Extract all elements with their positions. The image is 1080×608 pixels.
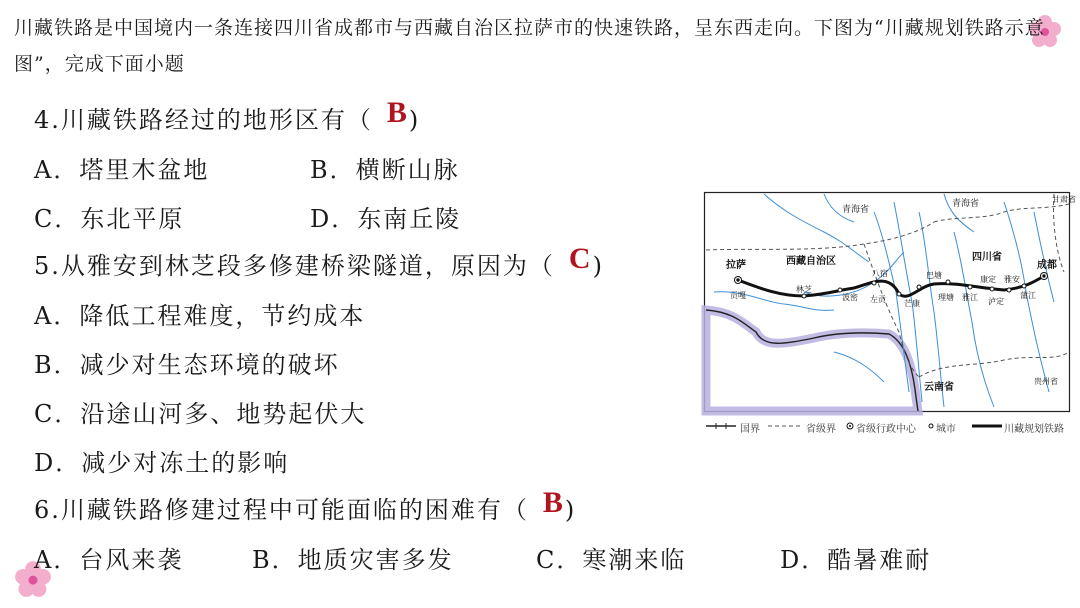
legend-railway: 川藏规划铁路 [1004, 424, 1064, 435]
label-yaan: 雅安 [1004, 275, 1020, 284]
label-litang: 理塘 [938, 293, 954, 302]
question-5-close: ) [592, 252, 604, 280]
legend-national-border: 国界 [740, 424, 760, 435]
label-gongga: 贡嘎 [730, 291, 746, 300]
label-basu: 八宿 [872, 269, 888, 278]
label-kangding: 康定 [980, 275, 996, 284]
sichuan-tibet-railway-map [704, 192, 1076, 412]
option-d: D．酷暑难耐 [780, 546, 932, 574]
label-xizang: 西藏自治区 [786, 256, 836, 267]
question-6-options [34, 540, 931, 575]
label-nyingchi: 林芝 [796, 285, 812, 294]
legend-provincial-capital-icon [846, 422, 854, 430]
label-sichuan: 四川省 [972, 252, 1002, 263]
question-4-options-row-2 [34, 199, 461, 234]
question-4-answer: B [386, 96, 407, 129]
label-pujiang: 蒲江 [1020, 291, 1036, 300]
question-4-stem: 4.川藏铁路经过的地形区有（ [34, 106, 373, 134]
label-chengdu: 成都 [1037, 260, 1057, 271]
legend-province-border: 省级界 [806, 424, 836, 435]
question-5-stem: 5.从雅安到林芝段多修建桥梁隧道，原因为（ [34, 252, 555, 280]
question-6 [34, 486, 577, 526]
option-b: B．减少对生态环境的破坏 [34, 351, 340, 379]
label-yajiang: 雅江 [962, 293, 978, 302]
label-qinghai-1: 青海省 [842, 205, 870, 215]
question-6-answer: B [542, 486, 563, 519]
question-5-answer: C [568, 242, 591, 275]
option-c: C．寒潮来临 [536, 546, 687, 574]
label-qinghai-2: 青海省 [952, 199, 980, 209]
legend-province-border-icon [768, 422, 802, 430]
label-gansu: 甘肃省 [1052, 195, 1076, 204]
legend-city-icon [928, 423, 934, 429]
option-a: A．台风来袭 [34, 546, 184, 574]
question-4-close: ) [408, 106, 421, 134]
question-5 [34, 242, 604, 282]
map-legend [706, 418, 1076, 436]
option-d: D．减少对冻土的影响 [34, 449, 290, 477]
option-a: A．降低工程难度，节约成本 [34, 302, 366, 330]
question-6-stem: 6.川藏铁路修建过程中可能面临的困难有（ [34, 496, 529, 524]
label-zogang: 左贡 [870, 295, 886, 304]
legend-city: 城市 [936, 424, 956, 435]
label-guizhou: 贵州省 [1034, 377, 1058, 386]
option-b: B．横断山脉 [310, 156, 460, 184]
label-yunnan: 云南省 [924, 382, 954, 393]
label-bomi: 波密 [842, 293, 858, 302]
option-c: C．沿途山河多、地势起伏大 [34, 400, 367, 428]
option-d: D．东南丘陵 [310, 205, 462, 233]
label-batang: 巴塘 [926, 271, 942, 280]
question-4 [34, 96, 421, 136]
label-luding: 泸定 [988, 297, 1004, 306]
option-a: A．塔里木盆地 [34, 156, 210, 184]
label-markam: 芒康 [904, 299, 920, 308]
option-b: B．地质灾害多发 [252, 546, 454, 574]
question-6-close: ) [564, 496, 577, 524]
legend-provincial-capital: 省级行政中心 [856, 424, 916, 435]
legend-national-border-icon [706, 422, 736, 430]
intro-paragraph: 川藏铁路是中国境内一条连接四川省成都市与西藏自治区拉萨市的快速铁路，呈东西走向。下图为“川藏规划铁路示意图”，完成下面小题 [14, 17, 1045, 75]
label-lhasa: 拉萨 [726, 260, 746, 271]
option-c: C．东北平原 [34, 205, 185, 233]
legend-railway-icon [972, 422, 1002, 430]
question-4-options-row-1 [34, 150, 460, 185]
